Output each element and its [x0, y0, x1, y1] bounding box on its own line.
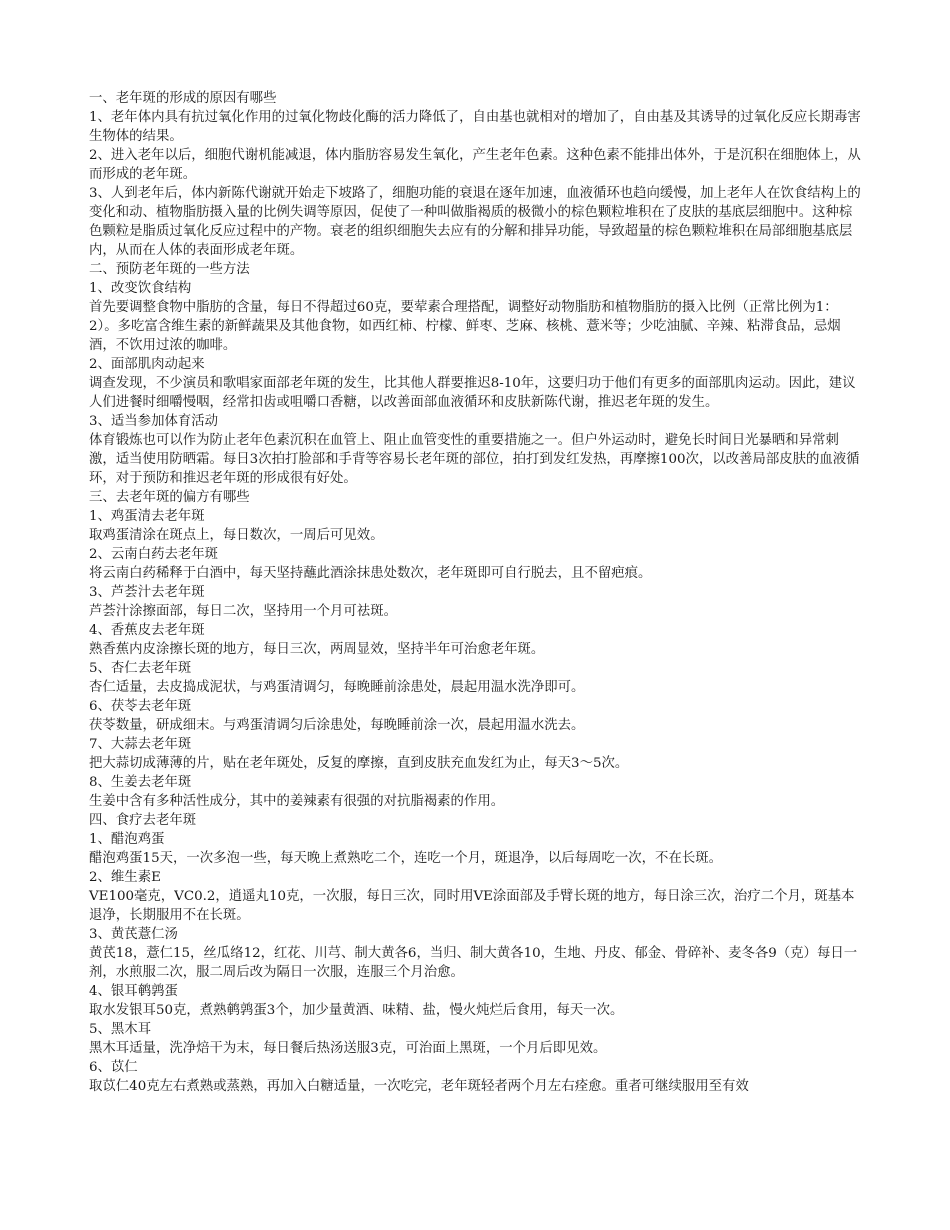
paragraph: 体育锻炼也可以作为防止老年色素沉积在血管上、阻止血管变性的重要措施之一。但户外运动时，避免长时间日光暴晒和异常刺激，适当使用防晒霜。每日3次拍打脸部和手背等容易长老年斑的部位，拍打到发红发热，再摩擦100次，以改善局部皮肤的血液循环，对于预防和推迟老年斑的形成很有好处。	[89, 433, 860, 486]
subheading: 3、适当参加体育活动	[89, 414, 219, 429]
paragraph: 首先要调整食物中脂肪的含量，每日不得超过60克，要荤素合理搭配，调整好动物脂肪和植物脂肪的摄入比例（正常比例为1：2）。多吃富含维生素的新鲜蔬果及其他食物，如西红柿、柠檬、鲜枣、芝麻、核桃、薏米等；少吃油腻、辛辣、粘滞食品，忌烟酒，不饮用过浓的咖啡。	[89, 300, 841, 353]
paragraph: 取水发银耳50克，煮熟鹌鹑蛋3个，加少量黄酒、味精、盐，慢火炖烂后食用，每天一次。	[89, 1003, 624, 1018]
paragraph: 把大蒜切成薄薄的片，贴在老年斑处，反复的摩擦，直到皮肤充血发红为止，每天3～5次。	[89, 756, 629, 771]
section-heading-diet: 四、食疗去老年斑	[89, 813, 197, 828]
subheading: 2、维生素E	[89, 870, 161, 885]
paragraph: 杏仁适量，去皮捣成泥状，与鸡蛋清调匀，每晚睡前涂患处，晨起用温水洗净即可。	[89, 680, 585, 695]
paragraph: 2、进入老年以后，细胞代谢机能减退，体内脂肪容易发生氧化，产生老年色素。这种色素不能排出体外，于是沉积在细胞体上，从而形成的老年斑。	[89, 148, 861, 182]
paragraph: 调查发现，不少演员和歌唱家面部老年斑的发生，比其他人群要推迟8-10年，这要归功于他们有更多的面部肌肉运动。因此，建议人们进餐时细嚼慢咽，经常扣齿或咀嚼口香糖，以改善面部血液循环和皮肤新陈代谢，推迟老年斑的发生。	[89, 376, 856, 410]
subheading: 2、面部肌肉动起来	[89, 357, 205, 372]
section-heading-causes: 一、老年斑的形成的原因有哪些	[89, 91, 277, 106]
subheading: 4、香蕉皮去老年斑	[89, 623, 205, 638]
subheading: 1、改变饮食结构	[89, 281, 192, 296]
section-heading-prevention: 二、预防老年斑的一些方法	[89, 262, 250, 277]
subheading: 4、银耳鹌鹑蛋	[89, 984, 178, 999]
paragraph: 醋泡鸡蛋15天，一次多泡一些，每天晚上煮熟吃二个，连吃一个月，斑退净，以后每周吃一次，不在长斑。	[89, 851, 723, 866]
paragraph: 3、人到老年后，体内新陈代谢就开始走下坡路了，细胞功能的衰退在逐年加速，血液循环也趋向缓慢，加上老年人在饮食结构上的变化和动、植物脂肪摄入量的比例失调等原因，促使了一种叫做脂褐质的极微小的棕色颗粒堆积在了皮肤的基底层细胞中。这种棕色颗粒是脂质过氧化反应过程中的产物。衰老的组织细胞失去应有的分解和排异功能，导致超量的棕色颗粒堆积在局部细胞基底层内，从而在人体的表面形成老年斑。	[89, 186, 861, 258]
subheading: 5、杏仁去老年斑	[89, 661, 192, 676]
section-heading-remedies: 三、去老年斑的偏方有哪些	[89, 490, 250, 505]
paragraph: 熟香蕉内皮涂擦长斑的地方，每日三次，两周显效，坚持半年可治愈老年斑。	[89, 642, 545, 657]
subheading: 1、醋泡鸡蛋	[89, 832, 165, 847]
subheading: 3、芦荟汁去老年斑	[89, 585, 205, 600]
subheading: 2、云南白药去老年斑	[89, 547, 219, 562]
paragraph: 1、老年体内具有抗过氧化作用的过氧化物歧化酶的活力降低了，自由基也就相对的增加了，自由基及其诱导的过氧化反应长期毒害生物体的结果。	[89, 110, 861, 144]
subheading: 7、大蒜去老年斑	[89, 737, 192, 752]
paragraph: 将云南白药稀释于白酒中，每天坚持蘸此酒涂抹患处数次，老年斑即可自行脱去，且不留疤痕。	[89, 566, 652, 581]
paragraph: VE100毫克，VC0.2，逍遥丸10克，一次服，每日三次，同时用VE涂面部及手臂长斑的地方，每日涂三次，治疗二个月，斑基本退净，长期服用不在长斑。	[89, 889, 855, 923]
paragraph: 黄芪18，薏仁15，丝瓜络12，红花、川芎、制大黄各6，当归、制大黄各10，生地、丹皮、郁金、骨碎补、麦冬各9（克）每日一剂，水煎服二次，服二周后改为隔日一次服，连服三个月治愈。	[89, 946, 858, 980]
paragraph: 取苡仁40克左右煮熟或蒸熟，再加入白糖适量，一次吃完，老年斑轻者两个月左右痊愈。重者可继续服用至有效	[89, 1079, 749, 1094]
paragraph: 黑木耳适量，洗净焙干为末，每日餐后热汤送服3克，可治面上黑斑，一个月后即见效。	[89, 1041, 607, 1056]
subheading: 6、苡仁	[89, 1060, 138, 1075]
subheading: 3、黄芪薏仁汤	[89, 927, 178, 942]
subheading: 6、茯苓去老年斑	[89, 699, 192, 714]
paragraph: 生姜中含有多种活性成分，其中的姜辣素有很强的对抗脂褐素的作用。	[89, 794, 505, 809]
paragraph: 芦荟汁涂擦面部，每日二次，坚持用一个月可祛斑。	[89, 604, 397, 619]
subheading: 8、生姜去老年斑	[89, 775, 192, 790]
subheading: 1、鸡蛋清去老年斑	[89, 509, 205, 524]
paragraph: 取鸡蛋清涂在斑点上，每日数次，一周后可见效。	[89, 528, 384, 543]
document-body	[89, 89, 861, 1096]
paragraph: 茯苓数量，研成细末。与鸡蛋清调匀后涂患处，每晚睡前涂一次，晨起用温水洗去。	[89, 718, 585, 733]
subheading: 5、黑木耳	[89, 1022, 152, 1037]
